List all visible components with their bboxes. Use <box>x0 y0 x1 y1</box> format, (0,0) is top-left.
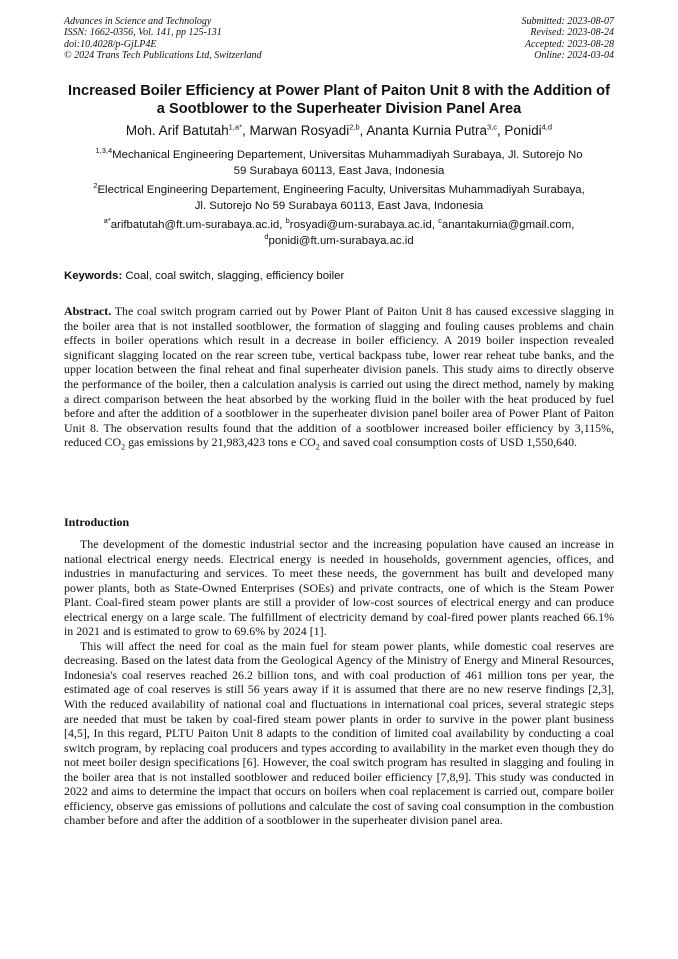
paragraph: The development of the domestic industrial sector and the increasing population have caused an increase in national electrical energy needs. Electrical energy is needed in households, government agencies, offices, and industries in manufacturing and services. To meet these needs, the government has built and developed many power plants, both as State-Owned Enterprises (SOEs) and private contracts, one of which is the Steam Power Plant. Coal-fired steam power plants are still a provider of low-cost sources of electrical energy and can produce electrical energy on a large scale. The fulfillment of electricity demand by coal-fired power plants reached 66.1% in 2021 and is estimated to grow to 69.6% by 2024 [1]. <box>64 537 614 639</box>
journal-issn: ISSN: 1662-0356, Vol. 141, pp 125-131 <box>64 27 222 39</box>
author-separator: , <box>242 123 250 138</box>
paper-title: Increased Boiler Efficiency at Power Plant of Paiton Unit 8 with the Addition of a Sootblower to the Superheater Division Panel Area <box>68 83 610 117</box>
email-mark: d <box>264 231 269 241</box>
author-name: Ponidi <box>504 123 542 138</box>
date-submitted: Submitted: 2023-08-07 <box>521 16 614 27</box>
email-separator: , <box>279 219 286 231</box>
journal-info <box>64 16 262 62</box>
author-affiliation-mark: 4,d <box>541 122 553 132</box>
author-affiliation-mark: 3,c <box>486 122 497 132</box>
email-mark: c <box>438 216 442 226</box>
journal-copyright: © 2024 Trans Tech Publications Ltd, Switzerland <box>64 50 262 62</box>
journal-doi: doi:10.4028/p-GjLP4E <box>64 38 157 50</box>
keywords-label: Keywords: <box>64 270 123 282</box>
affiliation-mark: 1,3,4 <box>95 146 113 156</box>
paragraph: This will affect the need for coal as the main fuel for steam power plants, while domestic coal reserves are decreasing. Based on the latest data from the Geological Agency of the Ministry of Energy and Mineral Resources, Indonesia's coal reserves reached 26.2 billion tons, and with coal production of 461 million tons per year, the estimated age of coal reserves is still 56 years away if it is assumed that there are no new reserve findings [2,3], With the reduced availability of national coal and fluctuations in international coal prices, several strategic steps are needed that must be taken by coal-fired steam power plants in order to survive in the power plant business [4,5], In this regard, PLTU Paiton Unit 8 adapts to the condition of limited coal availability by conducting a coal switch program, by replacing coal producers and types according to availability in the market even though they do not meet boiler design specifications [6]. However, the coal switch program has resulted in slagging and fouling in the boiler area that is not installed sootblower and reduced boiler efficiency [7,8,9]. This study was conducted in 2022 and aims to determine the impact that occurs on boilers when coal replacement is carried out, compare boiler efficiency, observe gas emissions of pollutions and calculate the cost of saving coal consumption in the combustion chamber before and after the addition of a sootblower in the superheater division panel area. <box>64 638 614 828</box>
affiliation-line: Mechanical Engineering Departement, Universitas Muhammadiyah Surabaya, Jl. Sutorejo No <box>112 149 583 161</box>
date-accepted: Accepted: 2023-08-28 <box>524 38 614 50</box>
author-list <box>40 122 638 140</box>
affiliation-1 <box>64 148 614 179</box>
email-address[interactable]: rosyadi@um-surabaya.ac.id <box>289 219 432 231</box>
affiliation-mark: 2 <box>93 181 98 191</box>
email-separator: , <box>431 219 439 231</box>
author-affiliation-mark: 1,a* <box>228 122 242 132</box>
keywords-text: Coal, coal switch, slagging, efficiency boiler <box>122 270 345 282</box>
subscript: 2 <box>315 442 320 452</box>
affiliation-line: 59 Surabaya 60113, East Java, Indonesia <box>233 164 445 177</box>
affiliation-line: Jl. Sutorejo No 59 Surabaya 60113, East Java, Indonesia <box>194 199 484 212</box>
abstract-label: Abstract. <box>64 304 112 318</box>
author-name: Moh. Arif Batutah <box>125 123 229 138</box>
section-heading-introduction: Introduction <box>64 515 130 529</box>
abstract-text: and saved coal consumption costs of USD 1,550,640. <box>319 435 577 450</box>
subscript: 2 <box>121 442 126 452</box>
affiliation-line: Electrical Engineering Departement, Engineering Faculty, Universitas Muhammadiyah Surabaya, <box>97 184 585 196</box>
abstract-text: The coal switch program carried out by Power Plant of Paiton Unit 8 has caused excessive slagging in the boiler area that is not installed sootblower, the formation of slagging and fouling causes problems and chain effects in boiler operations which result in a decrease in boiler efficiency. A 2019 boiler inspection revealed significant slagging located on the rear screen tube, vertical backpass tube, lower rear reheat tube banks, and the upper location between the final reheat and final superheater division panels. This study aims to directly observe the performance of the boiler, then a calculation analysis is carried out using the direct method, namely by making a direct comparison between the heat absorbed by the working fluid in the boiler with the heat produced by fuel before and after the addition of a sootblower in the superheater division panel boiler area of Power Plant of Paiton Unit 8. The observation results found that the addition of a sootblower increased boiler efficiency by 3,115%, reduced CO <box>64 304 614 450</box>
journal-name: Advances in Science and Technology <box>64 16 212 27</box>
date-revised: Revised: 2023-08-24 <box>530 27 614 39</box>
abstract <box>64 304 614 450</box>
author-emails <box>64 218 614 249</box>
author-affiliation-mark: 2,b <box>349 122 360 132</box>
date-online: Online: 2024-03-04 <box>534 50 614 62</box>
submission-dates <box>522 16 615 62</box>
author-name: Marwan Rosyadi <box>249 123 350 138</box>
email-separator: , <box>571 219 575 231</box>
email-address[interactable]: ponidi@ft.um-surabaya.ac.id <box>268 234 414 247</box>
author-separator: , <box>359 123 367 138</box>
email-address[interactable]: arifbatutah@ft.um-surabaya.ac.id <box>110 219 280 231</box>
email-mark: a* <box>103 216 111 226</box>
keywords <box>64 269 614 284</box>
abstract-text: gas emissions by 21,983,423 tons e CO <box>125 435 316 450</box>
email-mark: b <box>285 216 290 226</box>
author-separator: , <box>496 123 505 138</box>
affiliation-2 <box>64 183 614 214</box>
author-name: Ananta Kurnia Putra <box>366 123 487 138</box>
introduction-body <box>64 537 614 828</box>
email-address[interactable]: anantakurnia@gmail.com <box>441 219 572 231</box>
